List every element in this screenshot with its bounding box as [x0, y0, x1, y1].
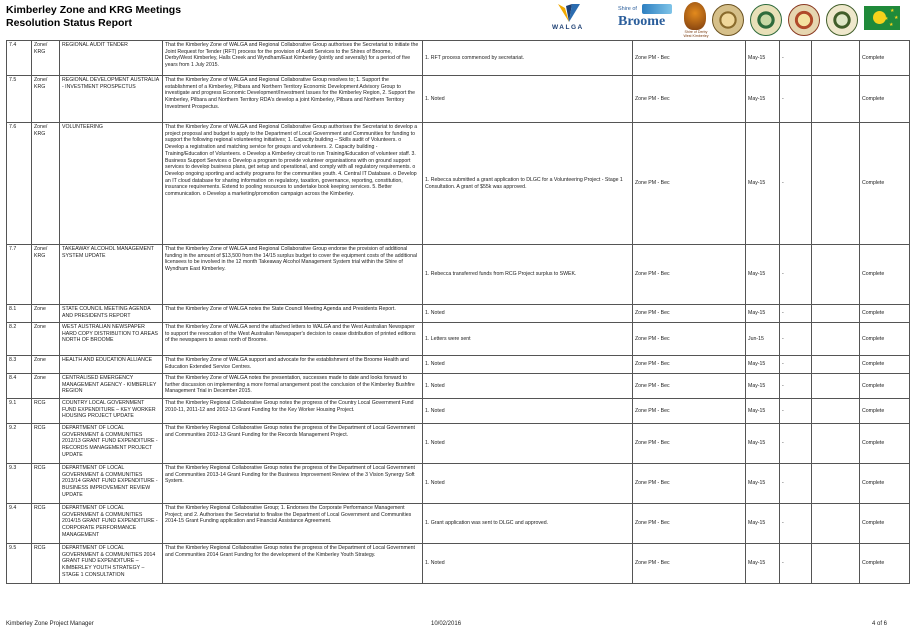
item-action: 1. RFT process commenced by secretariat. [423, 41, 633, 76]
item-resolution: That the Kimberley Zone of WALGA notes the presentation, successes made to date and looks forward to further discussion on implementing a more formal arrangement post the conclusion of the Kimberley Bushfire Management Trial in December 2015. [163, 374, 423, 399]
table-row [7, 464, 910, 504]
broome-logo-small-text: Shire of [618, 6, 637, 12]
item-date: May-15 [746, 41, 780, 76]
item-blank [812, 399, 860, 424]
logo-strip [548, 2, 908, 36]
item-action: 1. Rebecca submitted a grant application to DLGC for a Volunteering Project - Stage 1 Consultation. A grant of $55k was approved. [423, 123, 633, 245]
item-number: 7.4 [7, 41, 32, 76]
item-title: STATE COUNCIL MEETING AGENDA AND PRESIDENTS REPORT [60, 305, 163, 323]
resolution-status-table [6, 40, 910, 584]
table-row [7, 305, 910, 323]
item-title: DEPARTMENT OF LOCAL GOVERNMENT & COMMUNITIES 2013/14 GRANT FUND EXPENDITURE - BUSINESS IMPROVEMENT REVIEW UPDATE [60, 464, 163, 504]
item-blank [812, 76, 860, 123]
item-date: May-15 [746, 356, 780, 374]
item-action: 1. Noted [423, 544, 633, 584]
flag-star: ★ [884, 16, 889, 22]
table-row [7, 424, 910, 464]
shire-seal-3-icon [788, 4, 820, 36]
item-responsible: Zone PM - Bec [633, 356, 746, 374]
item-dash: - [780, 544, 812, 584]
item-resolution: That the Kimberley Regional Collaborative Group notes the progress of the Department of Local Government and Communities 2014 Grant Funding for the development of the Kimberley Youth Strategy. [163, 544, 423, 584]
shire-of-derby-logo [683, 2, 709, 38]
item-title: REGIONAL AUDIT TENDER [60, 41, 163, 76]
item-responsible: Zone PM - Bec [633, 544, 746, 584]
report-title: Kimberley Zone and KRG Meetings [6, 4, 182, 16]
item-resolution: That the Kimberley Regional Collaborative Group notes the progress of the Department of Local Government and Communities 2013-14 Grant Funding for the Business Improvement Review of the 3 Vision Synergy Soft System. [163, 464, 423, 504]
walga-mark-icon [558, 4, 580, 22]
item-resolution: That the Kimberley Zone of WALGA notes the State Council Meeting Agenda and Presidents Report. [163, 305, 423, 323]
item-category: Zone [32, 305, 60, 323]
item-date: May-15 [746, 544, 780, 584]
item-dash: - [780, 399, 812, 424]
item-status: Complete [860, 399, 910, 424]
item-category: Zone/ KRG [32, 245, 60, 305]
item-resolution: That the Kimberley Zone of WALGA and Regional Collaborative Group authorises the Secretariat to initiate the Joint Request for Tender (RFT) process for the provision of Audit Services to the Shires of Broome, Derby/West Kimberley, Halls Creek and Wyndham/East Kimberley (jointly and severally) for a period of five years from 1 July 2015. [163, 41, 423, 76]
item-status: Complete [860, 464, 910, 504]
item-category: RCG [32, 424, 60, 464]
item-status: Complete [860, 374, 910, 399]
item-blank [812, 356, 860, 374]
item-title: REGIONAL DEVELOPMENT AUSTRALIA - INVESTMENT PROSPECTUS [60, 76, 163, 123]
footer-date: 10/02/2016 [431, 621, 462, 627]
shire-of-broome-logo [614, 2, 676, 36]
item-dash: - [780, 323, 812, 356]
item-category: Zone [32, 374, 60, 399]
item-dash: - [780, 374, 812, 399]
table-row [7, 41, 910, 76]
item-status: Complete [860, 41, 910, 76]
item-number: 9.3 [7, 464, 32, 504]
item-number: 8.1 [7, 305, 32, 323]
item-dash: - [780, 305, 812, 323]
item-blank [812, 504, 860, 544]
item-resolution: That the Kimberley Zone of WALGA support and advocate for the establishment of the Broome Health and Education Extended Service Centres. [163, 356, 423, 374]
item-resolution: That the Kimberley Zone of WALGA and Regional Collaborative Group authorises the Secretariat to develop a project proposal and budget to apply to the Department of Local Government and Communities for funding to support the following regional volunteering initiatives; 1. Capacity building – Skills audit of Volunteers. o Develop a registration and matching service for groups and volunteers. 2. Capacity building - Training/Education of Volunteers. o Develop a Kimberley circuit to run Training/Education of volunteer staff. 3. Business Support Services o Develop a program to provide volunteer organisations with on ground support services to develop business plans, get setup and operational, and comply with all regulatory requirements. o Develop ongoing sporting and activity programs for the communities youth. 4. Central IT Database. o Develop an IT cloud database for sharing information on regulatory, taxation, governance, reporting, constitution, insurance requirements. Extend to pooling resources to undertake book keeping services. 5. Better communication. o Develop a marketing/promotion campaign across the Kimberley. [163, 123, 423, 245]
item-title: DEPARTMENT OF LOCAL GOVERNMENT & COMMUNITIES 2014 GRANT FUND EXPENDITURE – KIMBERLEY YOUTH STRATEGY – STAGE 1 CONSULTATION [60, 544, 163, 584]
item-date: May-15 [746, 464, 780, 504]
shire-seal-4-icon [826, 4, 858, 36]
item-resolution: That the Kimberley Regional Collaborative Group notes the progress of the Department of Local Government and Communities 2012-13 Grant Funding for the Records Management Project. [163, 424, 423, 464]
item-category: RCG [32, 504, 60, 544]
item-title: CENTRALISED EMERGENCY MANAGEMENT AGENCY - KIMBERLEY REGION [60, 374, 163, 399]
item-date: May-15 [746, 245, 780, 305]
item-resolution: That the Kimberley Regional Collaborative Group notes the progress of the Country Local Government Fund 2010-11, 2011-12 and 2012-13 Grant Funding for the Key Worker Housing Project. [163, 399, 423, 424]
item-blank [812, 464, 860, 504]
item-action: 1. Grant application was sent to DLGC and approved. [423, 504, 633, 544]
item-action: 1. Noted [423, 76, 633, 123]
item-action: 1. Noted [423, 374, 633, 399]
item-category: Zone/ KRG [32, 123, 60, 245]
item-status: Complete [860, 504, 910, 544]
item-dash: - [780, 76, 812, 123]
item-dash: - [780, 245, 812, 305]
item-status: Complete [860, 305, 910, 323]
item-dash: - [780, 356, 812, 374]
item-category: Zone/ KRG [32, 41, 60, 76]
item-category: Zone [32, 323, 60, 356]
table-row [7, 245, 910, 305]
table-row [7, 374, 910, 399]
item-number: 8.3 [7, 356, 32, 374]
item-responsible: Zone PM - Bec [633, 374, 746, 399]
item-resolution: That the Kimberley Zone of WALGA send the attached letters to WALGA and the West Australian Newspaper to support the revocation of the West Australian Newspaper's decision to cease distribution of printed editions of the newspapers to areas north of Broome. [163, 323, 423, 356]
item-status: Complete [860, 123, 910, 245]
item-date: May-15 [746, 374, 780, 399]
item-blank [812, 323, 860, 356]
item-number: 7.5 [7, 76, 32, 123]
item-action: 1. Letters were sent [423, 323, 633, 356]
item-number: 8.4 [7, 374, 32, 399]
item-blank [812, 41, 860, 76]
shire-seal-1-icon [712, 4, 744, 36]
derby-logo-text: Shire of Derby West Kimberley [683, 30, 709, 38]
report-header [6, 4, 181, 29]
item-status: Complete [860, 323, 910, 356]
table-row [7, 76, 910, 123]
item-title: DEPARTMENT OF LOCAL GOVERNMENT & COMMUNITIES 2014/15 GRANT FUND EXPENDITURE - CORPORATE PERFORMANCE MANAGEMENT [60, 504, 163, 544]
item-date: May-15 [746, 424, 780, 464]
item-action: 1. Noted [423, 356, 633, 374]
item-blank [812, 123, 860, 245]
cocos-keeling-flag-icon [864, 6, 900, 30]
table-row [7, 399, 910, 424]
item-title: DEPARTMENT OF LOCAL GOVERNMENT & COMMUNITIES 2012/13 GRANT FUND EXPENDITURE - RECORDS MANAGEMENT PROJECT UPDATE [60, 424, 163, 464]
item-title: VOLUNTEERING [60, 123, 163, 245]
item-responsible: Zone PM - Bec [633, 504, 746, 544]
item-responsible: Zone PM - Bec [633, 41, 746, 76]
item-category: RCG [32, 544, 60, 584]
item-blank [812, 374, 860, 399]
footer-author: Kimberley Zone Project Manager [6, 621, 94, 627]
walga-wordmark: WALGA [552, 24, 584, 31]
flag-star: ★ [889, 22, 894, 28]
item-status: Complete [860, 76, 910, 123]
item-dash: - [780, 424, 812, 464]
item-dash: - [780, 464, 812, 504]
flag-star: ★ [894, 15, 899, 21]
item-responsible: Zone PM - Bec [633, 305, 746, 323]
item-responsible: Zone PM - Bec [633, 76, 746, 123]
item-status: Complete [860, 356, 910, 374]
item-number: 9.5 [7, 544, 32, 584]
broome-logo-text: Broome [618, 14, 666, 29]
table-row [7, 504, 910, 544]
item-number: 9.1 [7, 399, 32, 424]
item-action: 1. Noted [423, 464, 633, 504]
item-action: 1. Noted [423, 424, 633, 464]
item-category: RCG [32, 399, 60, 424]
item-number: 8.2 [7, 323, 32, 356]
item-status: Complete [860, 245, 910, 305]
item-date: May-15 [746, 504, 780, 544]
broome-wave-icon [642, 4, 672, 14]
item-number: 9.4 [7, 504, 32, 544]
item-category: Zone/ KRG [32, 76, 60, 123]
item-responsible: Zone PM - Bec [633, 399, 746, 424]
item-action: 1. Noted [423, 399, 633, 424]
item-date: May-15 [746, 399, 780, 424]
item-responsible: Zone PM - Bec [633, 245, 746, 305]
item-responsible: Zone PM - Bec [633, 464, 746, 504]
item-responsible: Zone PM - Bec [633, 424, 746, 464]
item-blank [812, 424, 860, 464]
item-category: RCG [32, 464, 60, 504]
item-responsible: Zone PM - Bec [633, 323, 746, 356]
item-status: Complete [860, 424, 910, 464]
item-blank [812, 305, 860, 323]
item-date: May-15 [746, 123, 780, 245]
flag-star: ★ [890, 8, 895, 14]
item-title: COUNTRY LOCAL GOVERNMENT FUND EXPENDITURE – KEY WORKER HOUSING PROJECT UPDATE [60, 399, 163, 424]
item-dash: - [780, 504, 812, 544]
table-row [7, 123, 910, 245]
item-responsible: Zone PM - Bec [633, 123, 746, 245]
item-blank [812, 544, 860, 584]
item-resolution: That the Kimberley Zone of WALGA and Regional Collaborative Group resolves to; 1. Support the establishment of a Kimberley, Pilbara and Northern Territory Economic Development Advisory Group to investigate and progress Economic Development/Investment Issues for the Kimberley Region, 2. Support the Kimberley, Pilbara and Northern Territory RDA's develop a joint Kimberley, Pilbara and Northern Territory Investment Prospectus. [163, 76, 423, 123]
item-date: May-15 [746, 305, 780, 323]
item-number: 7.7 [7, 245, 32, 305]
item-status: Complete [860, 544, 910, 584]
item-dash: - [780, 41, 812, 76]
item-number: 9.2 [7, 424, 32, 464]
item-title: HEALTH AND EDUCATION ALLIANCE [60, 356, 163, 374]
item-number: 7.6 [7, 123, 32, 245]
item-date: Jun-15 [746, 323, 780, 356]
item-title: WEST AUSTRALIAN NEWSPAPER HARD COPY DISTRIBUTION TO AREAS NORTH OF BROOME [60, 323, 163, 356]
item-action: 1. Rebecca transferred funds from RCG Project surplus to SWEK. [423, 245, 633, 305]
item-dash: - [780, 123, 812, 245]
item-resolution: That the Kimberley Zone of WALGA and Regional Collaborative Group endorse the provision of additional funding in the amount of $13,500 from the 14/15 surplus budget to cover the equipment costs of the additional licensees to be involved in the 12 month Takeaway Alcohol Management System trial within the Shire of Wyndham East Kimberley. [163, 245, 423, 305]
item-category: Zone [32, 356, 60, 374]
item-blank [812, 245, 860, 305]
footer-page-number: 4 of 6 [872, 621, 888, 627]
item-title: TAKEAWAY ALCOHOL MANAGEMENT SYSTEM UPDATE [60, 245, 163, 305]
table-row [7, 323, 910, 356]
item-action: 1. Noted [423, 305, 633, 323]
item-resolution: That the Kimberley Regional Collaborative Group; 1. Endorses the Corporate Performance Management Project; and 2. Authorises the Secretariat to finalise the Department of Local Government and Communities 2014-15 Grant Funding application and Financial Assistance Agreement. [163, 504, 423, 544]
shire-seal-2-icon [750, 4, 782, 36]
item-date: May-15 [746, 76, 780, 123]
table-row [7, 356, 910, 374]
table-row [7, 544, 910, 584]
report-subtitle: Resolution Status Report [6, 16, 133, 29]
walga-logo [548, 2, 604, 36]
